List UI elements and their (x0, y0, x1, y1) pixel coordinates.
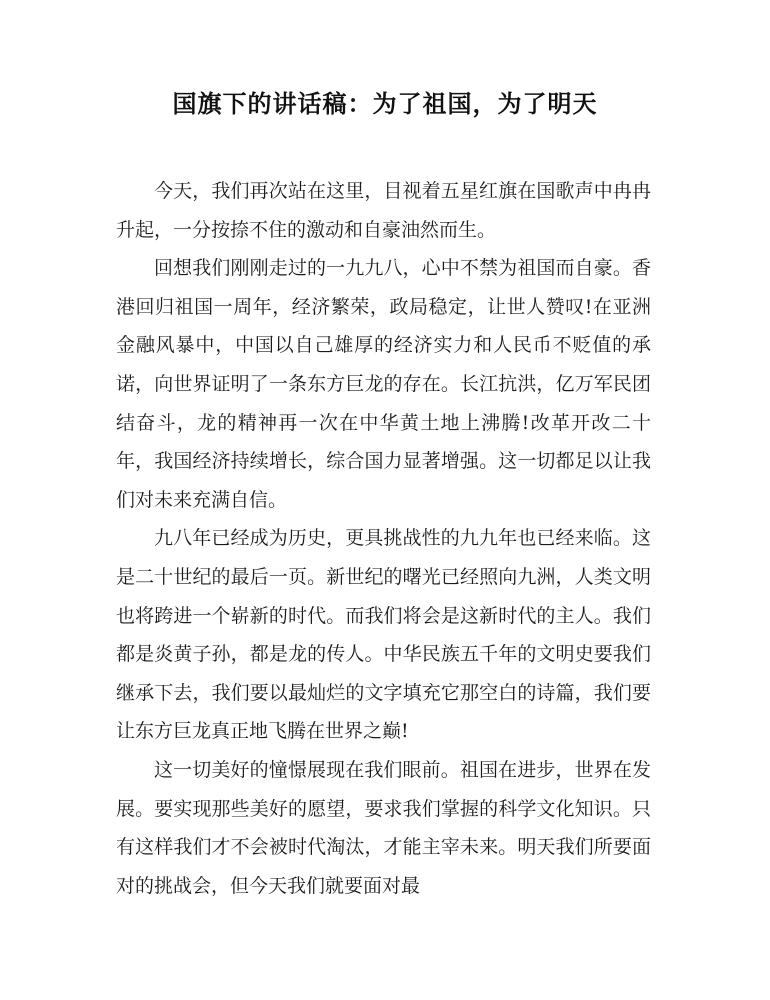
paragraph: 九八年已经成为历史，更具挑战性的九九年也已经来临。这是二十世纪的最后一页。新世纪的曙光已经照向九洲，人类文明也将跨进一个崭新的时代。而我们将会是这新时代的主人。我们都是炎黄子孙，都是龙的传人。中华民族五千年的文明史要我们继承下去，我们要以最灿烂的文字填充它那空白的诗篇，我们要让东方巨龙真正地飞腾在世界之巅! (116, 527, 651, 743)
paragraph: 今天，我们再次站在这里，目视着五星红旗在国歌声中冉冉升起，一分按捺不住的激动和自豪油然而生。 (116, 180, 651, 241)
paragraph: 回想我们刚刚走过的一九九八，心中不禁为祖国而自豪。香港回归祖国一周年，经济繁荣，政局稳定，让世人赞叹!在亚洲金融风暴中，中国以自己雄厚的经济实力和人民币不贬值的承诺，向世界证明了一条东方巨龙的存在。长江抗洪，亿万军民团结奋斗，龙的精神再一次在中华黄土地上沸腾!改革开改二十年，我国经济持续增长，综合国力显著增强。这一切都足以让我们对未来充满自信。 (116, 257, 651, 511)
paragraph: 这一切美好的憧憬展现在我们眼前。祖国在进步，世界在发展。要实现那些美好的愿望，要求我们掌握的科学文化知识。只有这样我们才不会被时代淘汰，才能主宰未来。明天我们所要面对的挑战会，但今天我们就要面对最 (116, 758, 651, 897)
document-body (116, 172, 651, 905)
document-title: 国旗下的讲话稿：为了祖国，为了明天 (172, 90, 598, 118)
